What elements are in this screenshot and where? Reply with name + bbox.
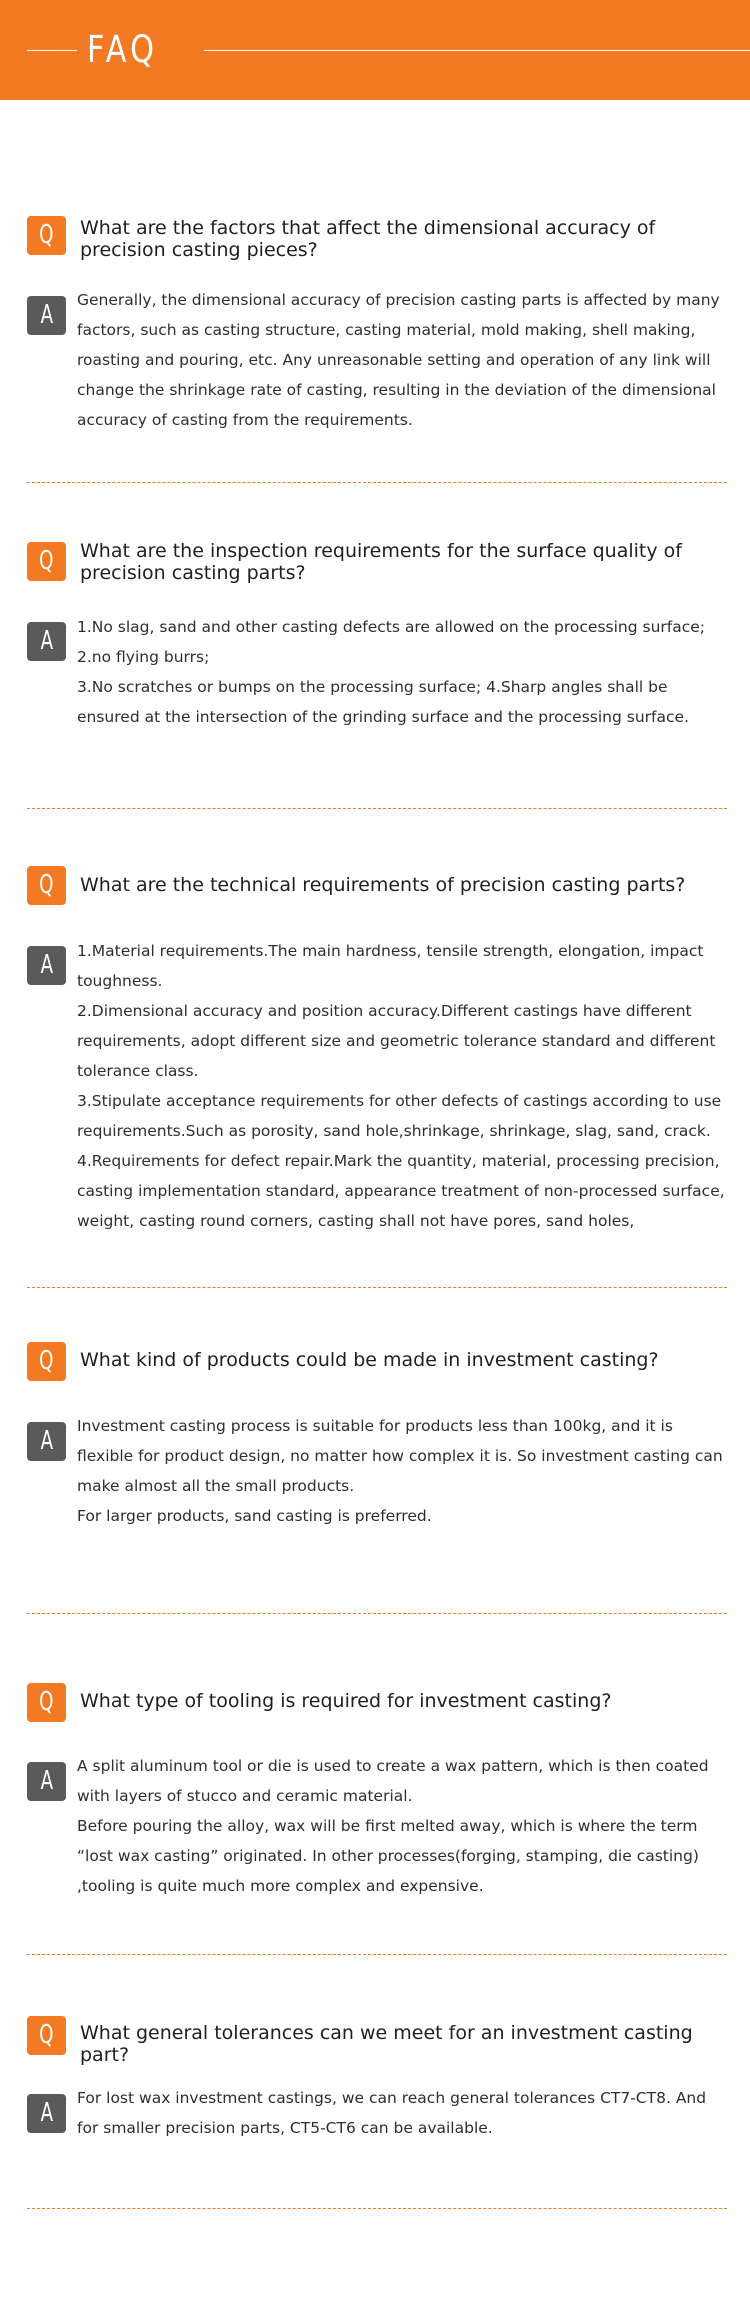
answer-text (77, 1751, 727, 1901)
answer-badge: A (27, 946, 66, 985)
section-divider (27, 1954, 727, 1955)
answer-paragraph: 1.No slag, sand and other casting defects are allowed on the processing surface; (77, 618, 706, 636)
answer-paragraph: 4.Requirements for defect repair.Mark the quantity, material, processing precision, casting implementation standard, appearance treatment of non-processed surface, weight, casting round corners, casting shall not have pores, sand holes, (77, 1152, 725, 1230)
faq-header (0, 0, 750, 100)
answer-paragraph: 1.Material requirements.The main hardness, tensile strength, elongation, impact toughness. (77, 942, 704, 990)
header-divider-right (204, 50, 750, 51)
question-badge: Q (27, 216, 66, 255)
answer-badge: A (27, 1422, 66, 1461)
section-divider (27, 482, 727, 483)
question-badge: Q (27, 2016, 66, 2055)
answer-paragraph: 2.Dimensional accuracy and position accuracy.Different castings have different requirements, adopt different size and geometric tolerance standard and different tolerance class. (77, 1002, 716, 1080)
answer-paragraph: 2.no flying burrs; (77, 648, 210, 666)
answer-badge: A (27, 2094, 66, 2133)
answer-text (77, 1411, 727, 1531)
question-badge: Q (27, 866, 66, 905)
question-badge: Q (27, 1342, 66, 1381)
section-divider (27, 2208, 727, 2209)
question-text: What general tolerances can we meet for an investment casting part? (80, 2022, 693, 2066)
question-badge: Q (27, 1683, 66, 1722)
answer-text (77, 285, 727, 435)
section-divider (27, 808, 727, 809)
answer-badge: A (27, 296, 66, 335)
section-divider (27, 1613, 727, 1614)
answer-paragraph: For lost wax investment castings, we can reach general tolerances CT7-CT8. And for smaller precision parts, CT5-CT6 can be available. (77, 2089, 707, 2137)
answer-paragraph: Investment casting process is suitable for products less than 100kg, and it is flexible for product design, no matter how complex it is. So investment casting can make almost all the small products. (77, 1417, 723, 1495)
answer-badge: A (27, 1762, 66, 1801)
answer-paragraph: 3.No scratches or bumps on the processing surface; 4.Sharp angles shall be ensured at the intersection of the grinding surface and the processing surface. (77, 678, 689, 726)
answer-paragraph: Generally, the dimensional accuracy of precision casting parts is affected by many factors, such as casting structure, casting material, mold making, shell making, roasting and pouring, etc. Any unreasonable setting and operation of any link will change the shrinkage rate of casting, resulting in the deviation of the dimensional accuracy of casting from the requirements. (77, 291, 720, 429)
question-text: What type of tooling is required for investment casting? (80, 1690, 612, 1712)
answer-paragraph: For larger products, sand casting is preferred. (77, 1507, 432, 1525)
answer-paragraph: Before pouring the alloy, wax will be first melted away, which is where the term “lost wax casting” originated. In other processes(forging, stamping, die casting) ,tooling is quite much more complex and expensive. (77, 1817, 699, 1895)
answer-paragraph: A split aluminum tool or die is used to create a wax pattern, which is then coated with layers of stucco and ceramic material. (77, 1757, 709, 1805)
question-text: What are the factors that affect the dimensional accuracy of precision casting pieces? (80, 217, 656, 261)
page-title: FAQ (87, 28, 159, 71)
question-text: What kind of products could be made in investment casting? (80, 1349, 659, 1371)
question-text: What are the inspection requirements for the surface quality of precision casting parts? (80, 540, 682, 584)
answer-text (77, 2083, 727, 2143)
answer-badge: A (27, 622, 66, 661)
section-divider (27, 1287, 727, 1288)
answer-text (77, 612, 727, 732)
answer-text (77, 936, 727, 1236)
question-text: What are the technical requirements of precision casting parts? (80, 874, 686, 896)
question-badge: Q (27, 542, 66, 581)
header-divider-left (27, 50, 77, 51)
answer-paragraph: 3.Stipulate acceptance requirements for other defects of castings according to use requirements.Such as porosity, sand hole,shrinkage, shrinkage, slag, sand, crack. (77, 1092, 722, 1140)
